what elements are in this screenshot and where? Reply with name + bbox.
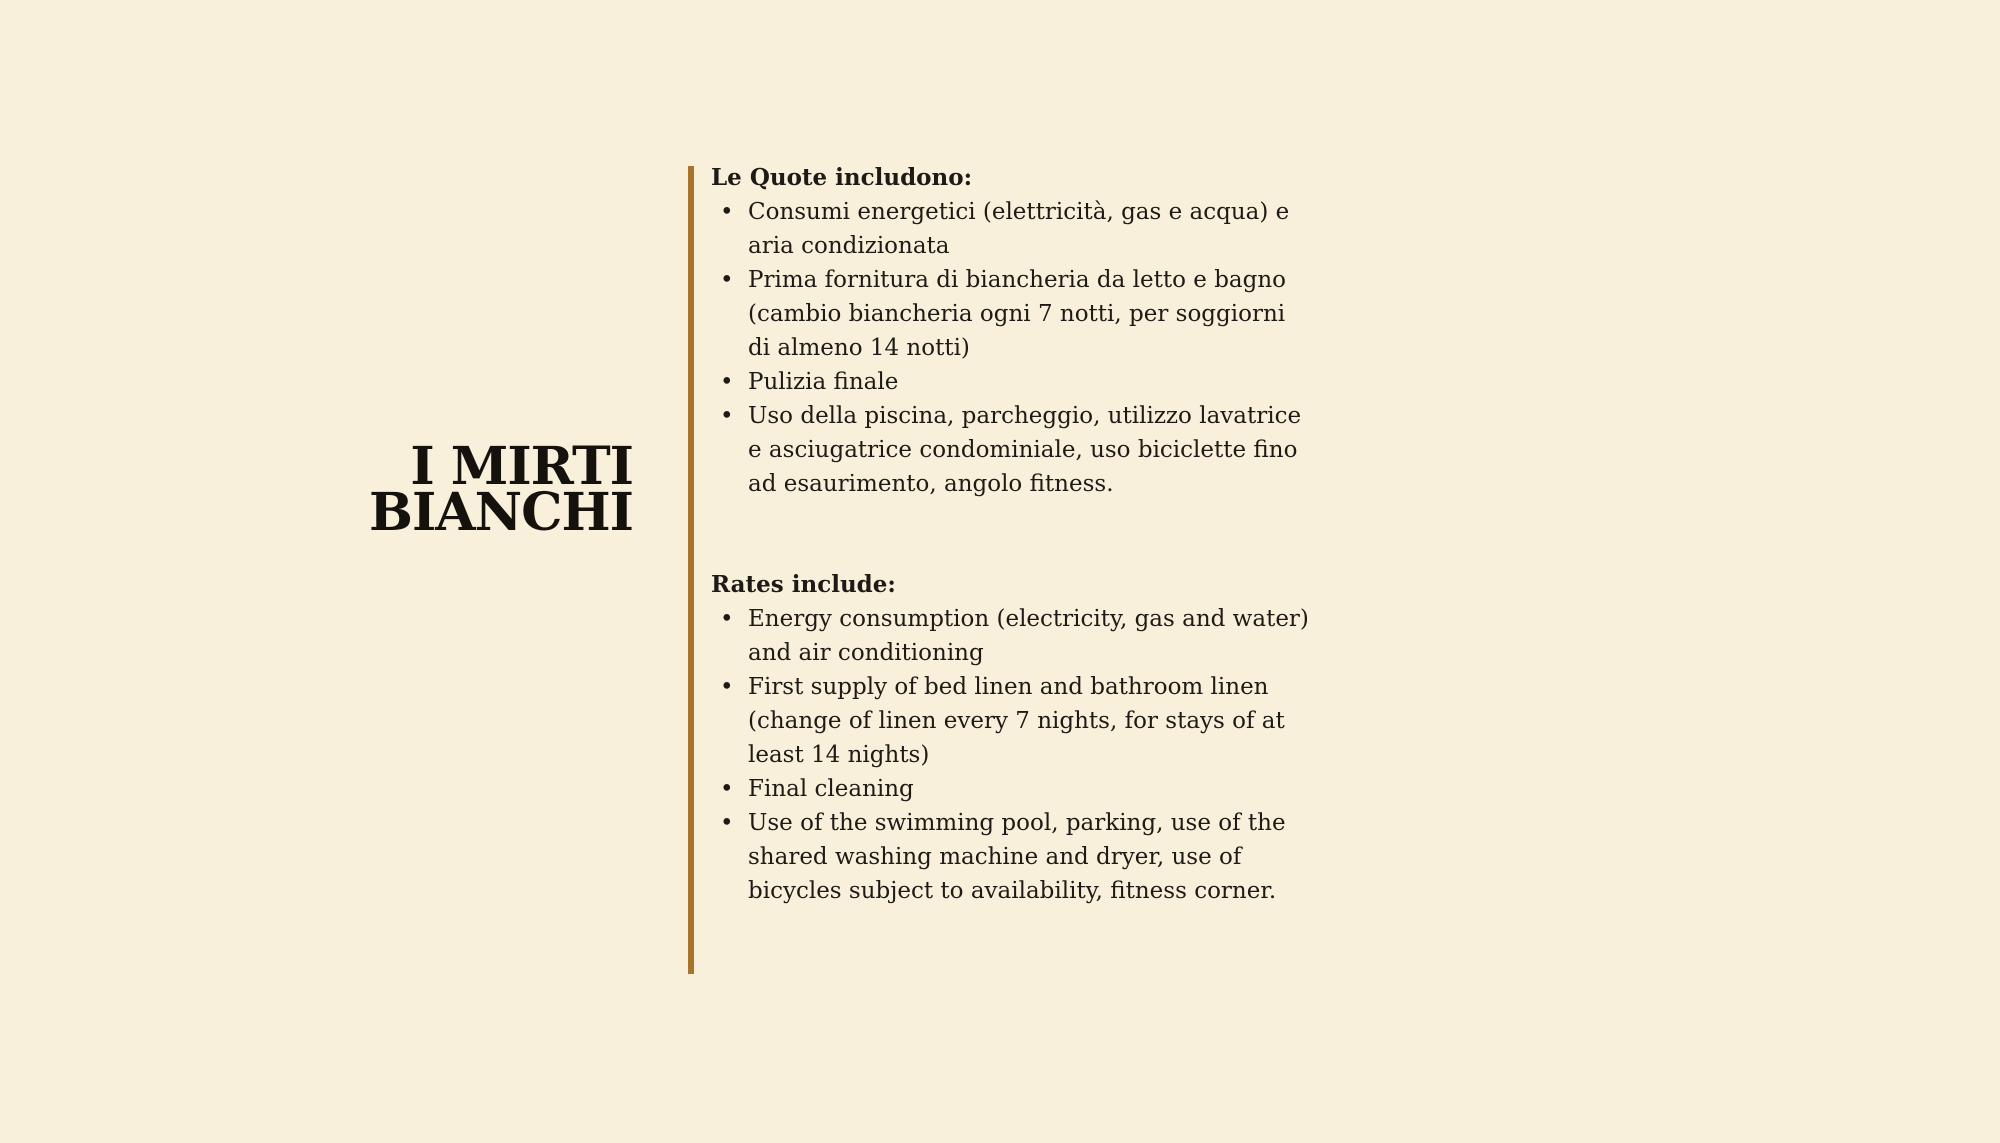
list-item: • First supply of bed linen and bathroom linen (change of linen every 7 nights, for stays of at least 14 nights) (711, 670, 1311, 772)
list-item: • Final cleaning (711, 772, 1311, 806)
property-title (360, 436, 633, 543)
vertical-divider (688, 166, 694, 974)
list-item: • Pulizia finale (711, 365, 1311, 399)
title-line-1: I MIRTI (410, 436, 633, 497)
title-line-2: BIANCHI (369, 482, 633, 543)
english-section (711, 568, 1311, 908)
list-item: • Consumi energetici (elettricità, gas e acqua) e aria condizionata (711, 195, 1311, 263)
list-item: • Energy consumption (electricity, gas and water) and air conditioning (711, 602, 1311, 670)
english-heading: Rates include: (711, 571, 896, 598)
italian-heading: Le Quote includono: (711, 164, 973, 191)
italian-list (711, 195, 1311, 501)
list-item: • Use of the swimming pool, parking, use of the shared washing machine and dryer, use of bicycles subject to availability, fitness corner. (711, 806, 1311, 908)
italian-section (711, 161, 1311, 501)
list-item: • Prima fornitura di biancheria da letto e bagno (cambio biancheria ogni 7 notti, per soggiorni di almeno 14 notti) (711, 263, 1311, 365)
list-item: • Uso della piscina, parcheggio, utilizzo lavatrice e asciugatrice condominiale, uso biciclette fino ad esaurimento, angolo fitness. (711, 399, 1311, 501)
english-list (711, 602, 1311, 908)
